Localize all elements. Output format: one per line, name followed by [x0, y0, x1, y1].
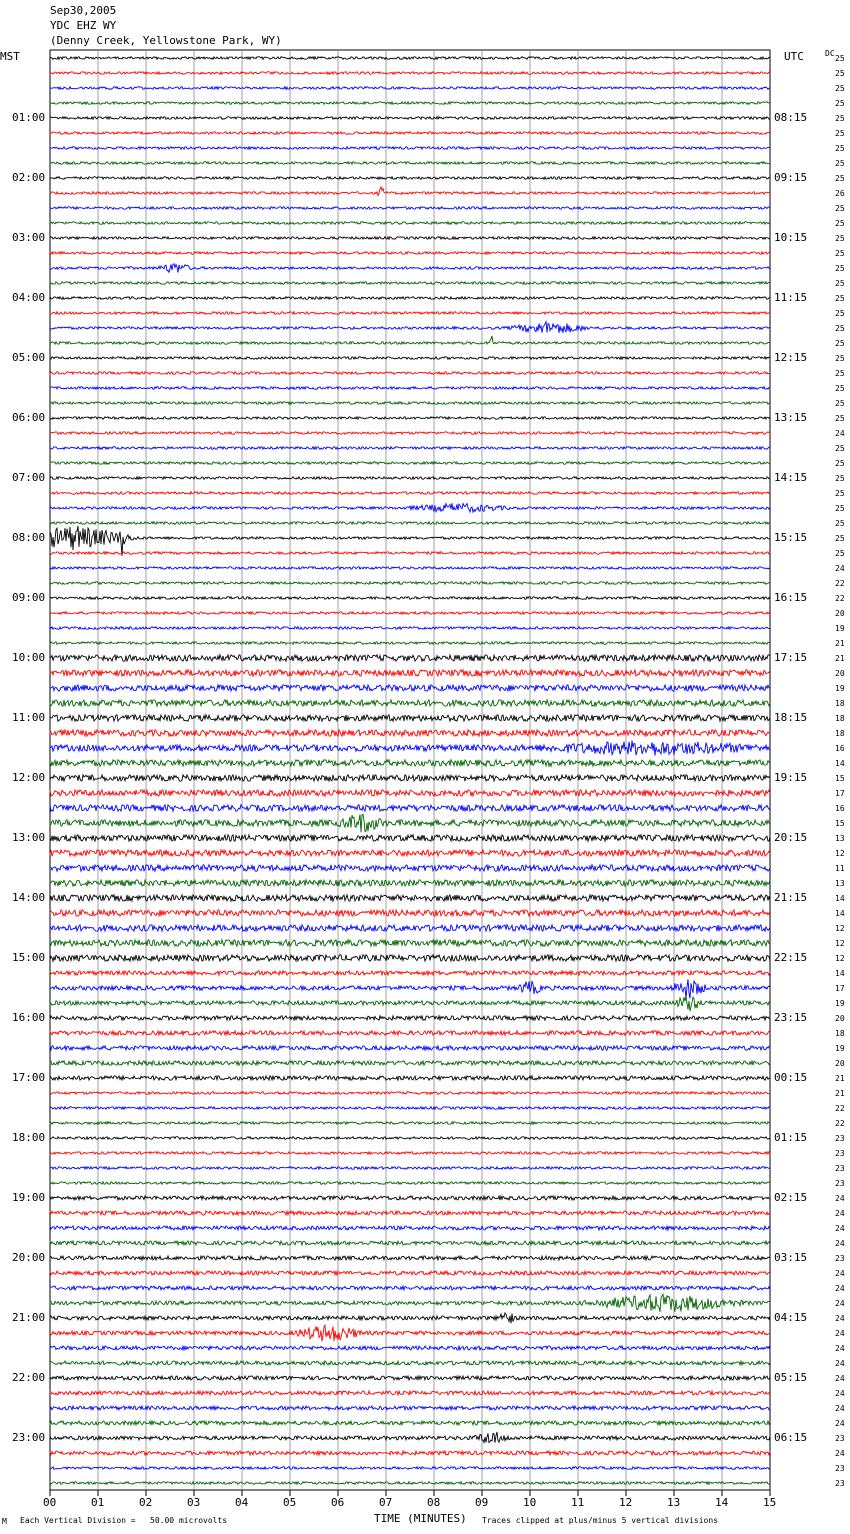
utc-hour-label: 15:15 [774, 531, 808, 544]
trace-row [50, 1076, 770, 1080]
trace-row [50, 503, 770, 512]
dc-offset-value: 25 [835, 519, 845, 528]
trace-row [50, 1152, 770, 1155]
dc-offset-value: 23 [835, 1254, 845, 1263]
trace-row [50, 222, 770, 225]
dc-offset-value: 25 [835, 114, 845, 123]
trace-row [50, 282, 770, 285]
utc-hour-label: 03:15 [774, 1251, 808, 1264]
dc-offset-value: 18 [835, 699, 845, 708]
trace-row [50, 252, 770, 255]
x-tick-label: 07 [379, 1496, 393, 1509]
dc-offset-value: 24 [835, 1404, 845, 1413]
dc-offset-value: 23 [835, 1164, 845, 1173]
dc-offset-value: 15 [835, 819, 845, 828]
dc-offset-value: 25 [835, 414, 845, 423]
dc-offset-value: 24 [835, 1299, 845, 1308]
trace-row [50, 1451, 770, 1455]
trace-row [50, 1241, 770, 1245]
dc-offset-value: 25 [835, 489, 845, 498]
trace-row [50, 1406, 770, 1410]
dc-offset-value: 25 [835, 444, 845, 453]
x-tick-label: 11 [571, 1496, 585, 1509]
trace-row [50, 372, 770, 375]
trace-row [50, 1137, 770, 1140]
trace-row [50, 730, 770, 736]
dc-offset-value: 25 [835, 144, 845, 153]
trace-row [50, 655, 770, 661]
dc-offset-value: 23 [835, 1434, 845, 1443]
mst-hour-label: 01:00 [12, 111, 46, 124]
trace-row [50, 1294, 770, 1312]
trace-row [50, 187, 770, 196]
dc-offset-value: 25 [835, 324, 845, 333]
scale-note: Each Vertical Division = 50.00 microvolts [20, 1516, 228, 1525]
dc-offset-value: 25 [835, 369, 845, 378]
trace-row [50, 1031, 770, 1035]
dc-offset-value: 14 [835, 894, 845, 903]
dc-offset-value: 18 [835, 729, 845, 738]
dc-offset-value: 23 [835, 1134, 845, 1143]
dc-offset-value: 24 [835, 1209, 845, 1218]
trace-row [50, 955, 770, 961]
trace-row [50, 685, 770, 691]
dc-offset-value: 13 [835, 834, 845, 843]
trace-row [50, 910, 770, 916]
dc-offset-value: 25 [835, 339, 845, 348]
mst-hour-label: 20:00 [12, 1251, 46, 1264]
trace-row [50, 552, 770, 555]
mst-hour-label: 11:00 [12, 711, 46, 724]
mst-hour-label: 08:00 [12, 531, 46, 544]
trace-row [50, 790, 770, 796]
trace-row [50, 117, 770, 120]
trace-row [50, 102, 770, 105]
trace-row [50, 1182, 770, 1185]
utc-hour-label: 08:15 [774, 111, 808, 124]
mst-hour-label: 05:00 [12, 351, 46, 364]
dc-offset-value: 25 [835, 534, 845, 543]
dc-offset-value: 24 [835, 1329, 845, 1338]
dc-offset-value: 21 [835, 1074, 845, 1083]
x-tick-label: 08 [427, 1496, 441, 1509]
plot-date: Sep30,2005 [50, 4, 117, 17]
trace-row [50, 432, 770, 435]
dc-offset-value: 18 [835, 1029, 845, 1038]
trace-row [50, 805, 770, 811]
dc-offset-value: 20 [835, 609, 845, 618]
mst-hour-label: 12:00 [12, 771, 46, 784]
trace-row [50, 417, 770, 420]
trace-row [50, 865, 770, 871]
x-tick-label: 15 [763, 1496, 777, 1509]
trace-row [50, 322, 770, 333]
dc-offset-value: 17 [835, 984, 845, 993]
utc-hour-label: 19:15 [774, 771, 808, 784]
x-tick-label: 02 [139, 1496, 153, 1509]
station-code: YDC EHZ WY [50, 19, 117, 32]
dc-offset-value: 24 [835, 1269, 845, 1278]
x-tick-label: 04 [235, 1496, 249, 1509]
dc-offset-value: 25 [835, 129, 845, 138]
trace-row [50, 1482, 770, 1485]
trace-row [50, 72, 770, 75]
utc-hour-label: 13:15 [774, 411, 808, 424]
utc-hour-label: 01:15 [774, 1131, 808, 1144]
trace-row [50, 760, 770, 766]
mst-hour-label: 13:00 [12, 831, 46, 844]
trace-row [50, 612, 770, 615]
utc-hour-label: 04:15 [774, 1311, 808, 1324]
dc-offset-value: 25 [835, 69, 845, 78]
dc-offset-value: 12 [835, 924, 845, 933]
mst-hour-label: 16:00 [12, 1011, 46, 1024]
dc-offset-value: 11 [835, 864, 845, 873]
dc-offset-value: 22 [835, 579, 845, 588]
dc-offset-value: 23 [835, 1179, 845, 1188]
dc-offset-value: 24 [835, 1224, 845, 1233]
dc-offset-value: 20 [835, 669, 845, 678]
trace-row [50, 1271, 770, 1275]
mst-hour-label: 17:00 [12, 1071, 46, 1084]
trace-row [50, 1286, 770, 1290]
mst-hour-label: 21:00 [12, 1311, 46, 1324]
dc-offset-value: 22 [835, 1104, 845, 1113]
mst-hour-label: 09:00 [12, 591, 46, 604]
right-axis-title: UTC [784, 50, 804, 63]
trace-row [50, 477, 770, 480]
mst-hour-label: 14:00 [12, 891, 46, 904]
dc-offset-value: 25 [835, 84, 845, 93]
trace-row [50, 597, 770, 600]
trace-row [50, 357, 770, 360]
trace-row [50, 336, 770, 344]
dc-offset-value: 25 [835, 309, 845, 318]
clip-note: Traces clipped at plus/minus 5 vertical divisions [482, 1516, 719, 1525]
dc-offset-value: 18 [835, 714, 845, 723]
trace-row [50, 1122, 770, 1125]
trace-row [50, 492, 770, 495]
trace-row [50, 1421, 770, 1425]
trace-row [50, 1196, 770, 1200]
dc-offset-value: 23 [835, 1479, 845, 1488]
utc-hour-label: 09:15 [774, 171, 808, 184]
dc-offset-value: 25 [835, 279, 845, 288]
dc-offset-value: 22 [835, 594, 845, 603]
trace-row [50, 1167, 770, 1170]
utc-hour-label: 18:15 [774, 711, 808, 724]
trace-row [50, 627, 770, 630]
trace-row [50, 925, 770, 931]
dc-offset-value: 14 [835, 969, 845, 978]
trace-row [50, 402, 770, 405]
trace-row [50, 850, 770, 856]
x-tick-label: 05 [283, 1496, 297, 1509]
mst-hour-label: 07:00 [12, 471, 46, 484]
dc-offset-value: 12 [835, 939, 845, 948]
mst-hour-label: 15:00 [12, 951, 46, 964]
trace-row [50, 1346, 770, 1350]
mst-hour-label: 18:00 [12, 1131, 46, 1144]
dc-offset-value: 25 [835, 459, 845, 468]
x-tick-label: 14 [715, 1496, 729, 1509]
trace-row [50, 207, 770, 210]
dc-offset-value: 21 [835, 1089, 845, 1098]
dc-offset-value: 25 [835, 294, 845, 303]
dc-offset-value: 21 [835, 654, 845, 663]
dc-offset-value: 25 [835, 54, 845, 63]
dc-offset-value: 17 [835, 789, 845, 798]
dc-offset-value: 20 [835, 1014, 845, 1023]
trace-row [50, 87, 770, 90]
dc-offset-value: 13 [835, 879, 845, 888]
dc-offset-value: 24 [835, 1449, 845, 1458]
dc-offset-value: 25 [835, 174, 845, 183]
trace-row [50, 1016, 770, 1020]
dc-offset-value: 12 [835, 954, 845, 963]
dc-offset-value: 25 [835, 219, 845, 228]
dc-offset-value: 25 [835, 204, 845, 213]
trace-group [50, 57, 770, 1485]
x-tick-label: 12 [619, 1496, 633, 1509]
trace-row [50, 814, 770, 832]
trace-row [50, 1226, 770, 1230]
utc-hour-label: 17:15 [774, 651, 808, 664]
dc-offset-value: 24 [835, 1419, 845, 1428]
dc-offset-value: 22 [835, 1119, 845, 1128]
utc-hour-label: 22:15 [774, 951, 808, 964]
x-axis-label: TIME (MINUTES) [374, 1512, 467, 1525]
trace-row [50, 462, 770, 465]
trace-row [50, 447, 770, 450]
utc-hour-label: 10:15 [774, 231, 808, 244]
dc-offset-title: DC [825, 49, 835, 58]
trace-row [50, 835, 770, 841]
mst-hour-label: 04:00 [12, 291, 46, 304]
trace-row [50, 996, 770, 1011]
trace-row [50, 1256, 770, 1260]
mst-hour-label: 06:00 [12, 411, 46, 424]
dc-offset-value: 21 [835, 639, 845, 648]
dc-offset-value: 25 [835, 549, 845, 558]
dc-offset-value: 14 [835, 759, 845, 768]
x-tick-label: 13 [667, 1496, 681, 1509]
trace-row [50, 387, 770, 390]
trace-row [50, 1391, 770, 1395]
x-tick-label: 00 [43, 1496, 57, 1509]
utc-hour-label: 21:15 [774, 891, 808, 904]
utc-hour-label: 14:15 [774, 471, 808, 484]
trace-row [50, 312, 770, 315]
trace-row [50, 940, 770, 946]
trace-row [50, 162, 770, 165]
trace-row [50, 1325, 770, 1341]
x-tick-label: 06 [331, 1496, 345, 1509]
dc-offset-value: 24 [835, 1374, 845, 1383]
dc-offset-value: 25 [835, 99, 845, 108]
trace-row [50, 132, 770, 135]
dc-offset-value: 23 [835, 1149, 845, 1158]
dc-offset-value: 25 [835, 384, 845, 393]
time-axis [50, 1490, 770, 1496]
trace-row [50, 775, 770, 781]
trace-row [50, 57, 770, 60]
dc-offset-value: 23 [835, 1464, 845, 1473]
dc-offset-value: 25 [835, 474, 845, 483]
dc-offset-value: 25 [835, 264, 845, 273]
dc-offset-value: 24 [835, 1389, 845, 1398]
dc-offset-value: 25 [835, 504, 845, 513]
mst-hour-label: 19:00 [12, 1191, 46, 1204]
trace-row [50, 1211, 770, 1215]
dc-offset-value: 24 [835, 1314, 845, 1323]
trace-row [50, 1361, 770, 1365]
dc-offset-value: 24 [835, 564, 845, 573]
trace-row [50, 1467, 770, 1470]
dc-offset-value: 19 [835, 684, 845, 693]
trace-row [50, 642, 770, 645]
trace-row [50, 1061, 770, 1065]
mst-hour-label: 22:00 [12, 1371, 46, 1384]
dc-offset-value: 15 [835, 774, 845, 783]
dc-offset-value: 25 [835, 249, 845, 258]
trace-row [50, 1376, 770, 1380]
utc-hour-label: 16:15 [774, 591, 808, 604]
trace-row [50, 297, 770, 300]
dc-offset-value: 19 [835, 1044, 845, 1053]
left-axis-title: MST [0, 50, 20, 63]
trace-row [50, 1092, 770, 1095]
x-tick-label: 09 [475, 1496, 489, 1509]
dc-offset-value: 19 [835, 999, 845, 1008]
mst-hour-label: 23:00 [12, 1431, 46, 1444]
dc-offset-value: 14 [835, 909, 845, 918]
utc-hour-label: 06:15 [774, 1431, 808, 1444]
dc-offset-value: 16 [835, 804, 845, 813]
trace-row [50, 979, 770, 998]
trace-row [50, 522, 770, 525]
trace-row [50, 1313, 770, 1323]
utc-hour-label: 00:15 [774, 1071, 808, 1084]
trace-row [50, 1046, 770, 1050]
trace-row [50, 177, 770, 180]
dc-offset-value: 24 [835, 1284, 845, 1293]
dc-offset-value: 24 [835, 1239, 845, 1248]
x-tick-label: 10 [523, 1496, 537, 1509]
trace-row [50, 700, 770, 706]
x-tick-label: 01 [91, 1496, 105, 1509]
dc-offset-value: 24 [835, 1344, 845, 1353]
dc-offset-value: 12 [835, 849, 845, 858]
dc-offset-value: 25 [835, 354, 845, 363]
mst-hour-label: 10:00 [12, 651, 46, 664]
dc-offset-value: 26 [835, 189, 845, 198]
dc-offset-value: 25 [835, 234, 845, 243]
corner-mark: M [2, 1517, 7, 1526]
dc-offset-value: 20 [835, 1059, 845, 1068]
utc-hour-label: 12:15 [774, 351, 808, 364]
trace-row [50, 895, 770, 901]
dc-offset-value: 25 [835, 159, 845, 168]
trace-row [50, 670, 770, 676]
dc-offset-value: 25 [835, 399, 845, 408]
utc-hour-label: 11:15 [774, 291, 808, 304]
trace-row [50, 567, 770, 570]
mst-hour-label: 02:00 [12, 171, 46, 184]
utc-hour-label: 23:15 [774, 1011, 808, 1024]
x-tick-label: 03 [187, 1496, 201, 1509]
utc-hour-label: 05:15 [774, 1371, 808, 1384]
utc-hour-label: 02:15 [774, 1191, 808, 1204]
trace-row [50, 582, 770, 585]
trace-row [50, 237, 770, 240]
station-location: (Denny Creek, Yellowstone Park, WY) [50, 34, 282, 47]
dc-offset-value: 24 [835, 1359, 845, 1368]
mst-hour-label: 03:00 [12, 231, 46, 244]
trace-row [50, 971, 770, 975]
dc-offset-value: 24 [835, 429, 845, 438]
trace-row [50, 147, 770, 150]
trace-row [50, 1432, 770, 1443]
trace-row [50, 1107, 770, 1110]
trace-row [50, 741, 770, 756]
dc-offset-value: 24 [835, 1194, 845, 1203]
trace-row [50, 715, 770, 721]
trace-row [50, 880, 770, 886]
dc-offset-value: 19 [835, 624, 845, 633]
dc-offset-value: 16 [835, 744, 845, 753]
trace-row [50, 264, 770, 273]
utc-hour-label: 20:15 [774, 831, 808, 844]
